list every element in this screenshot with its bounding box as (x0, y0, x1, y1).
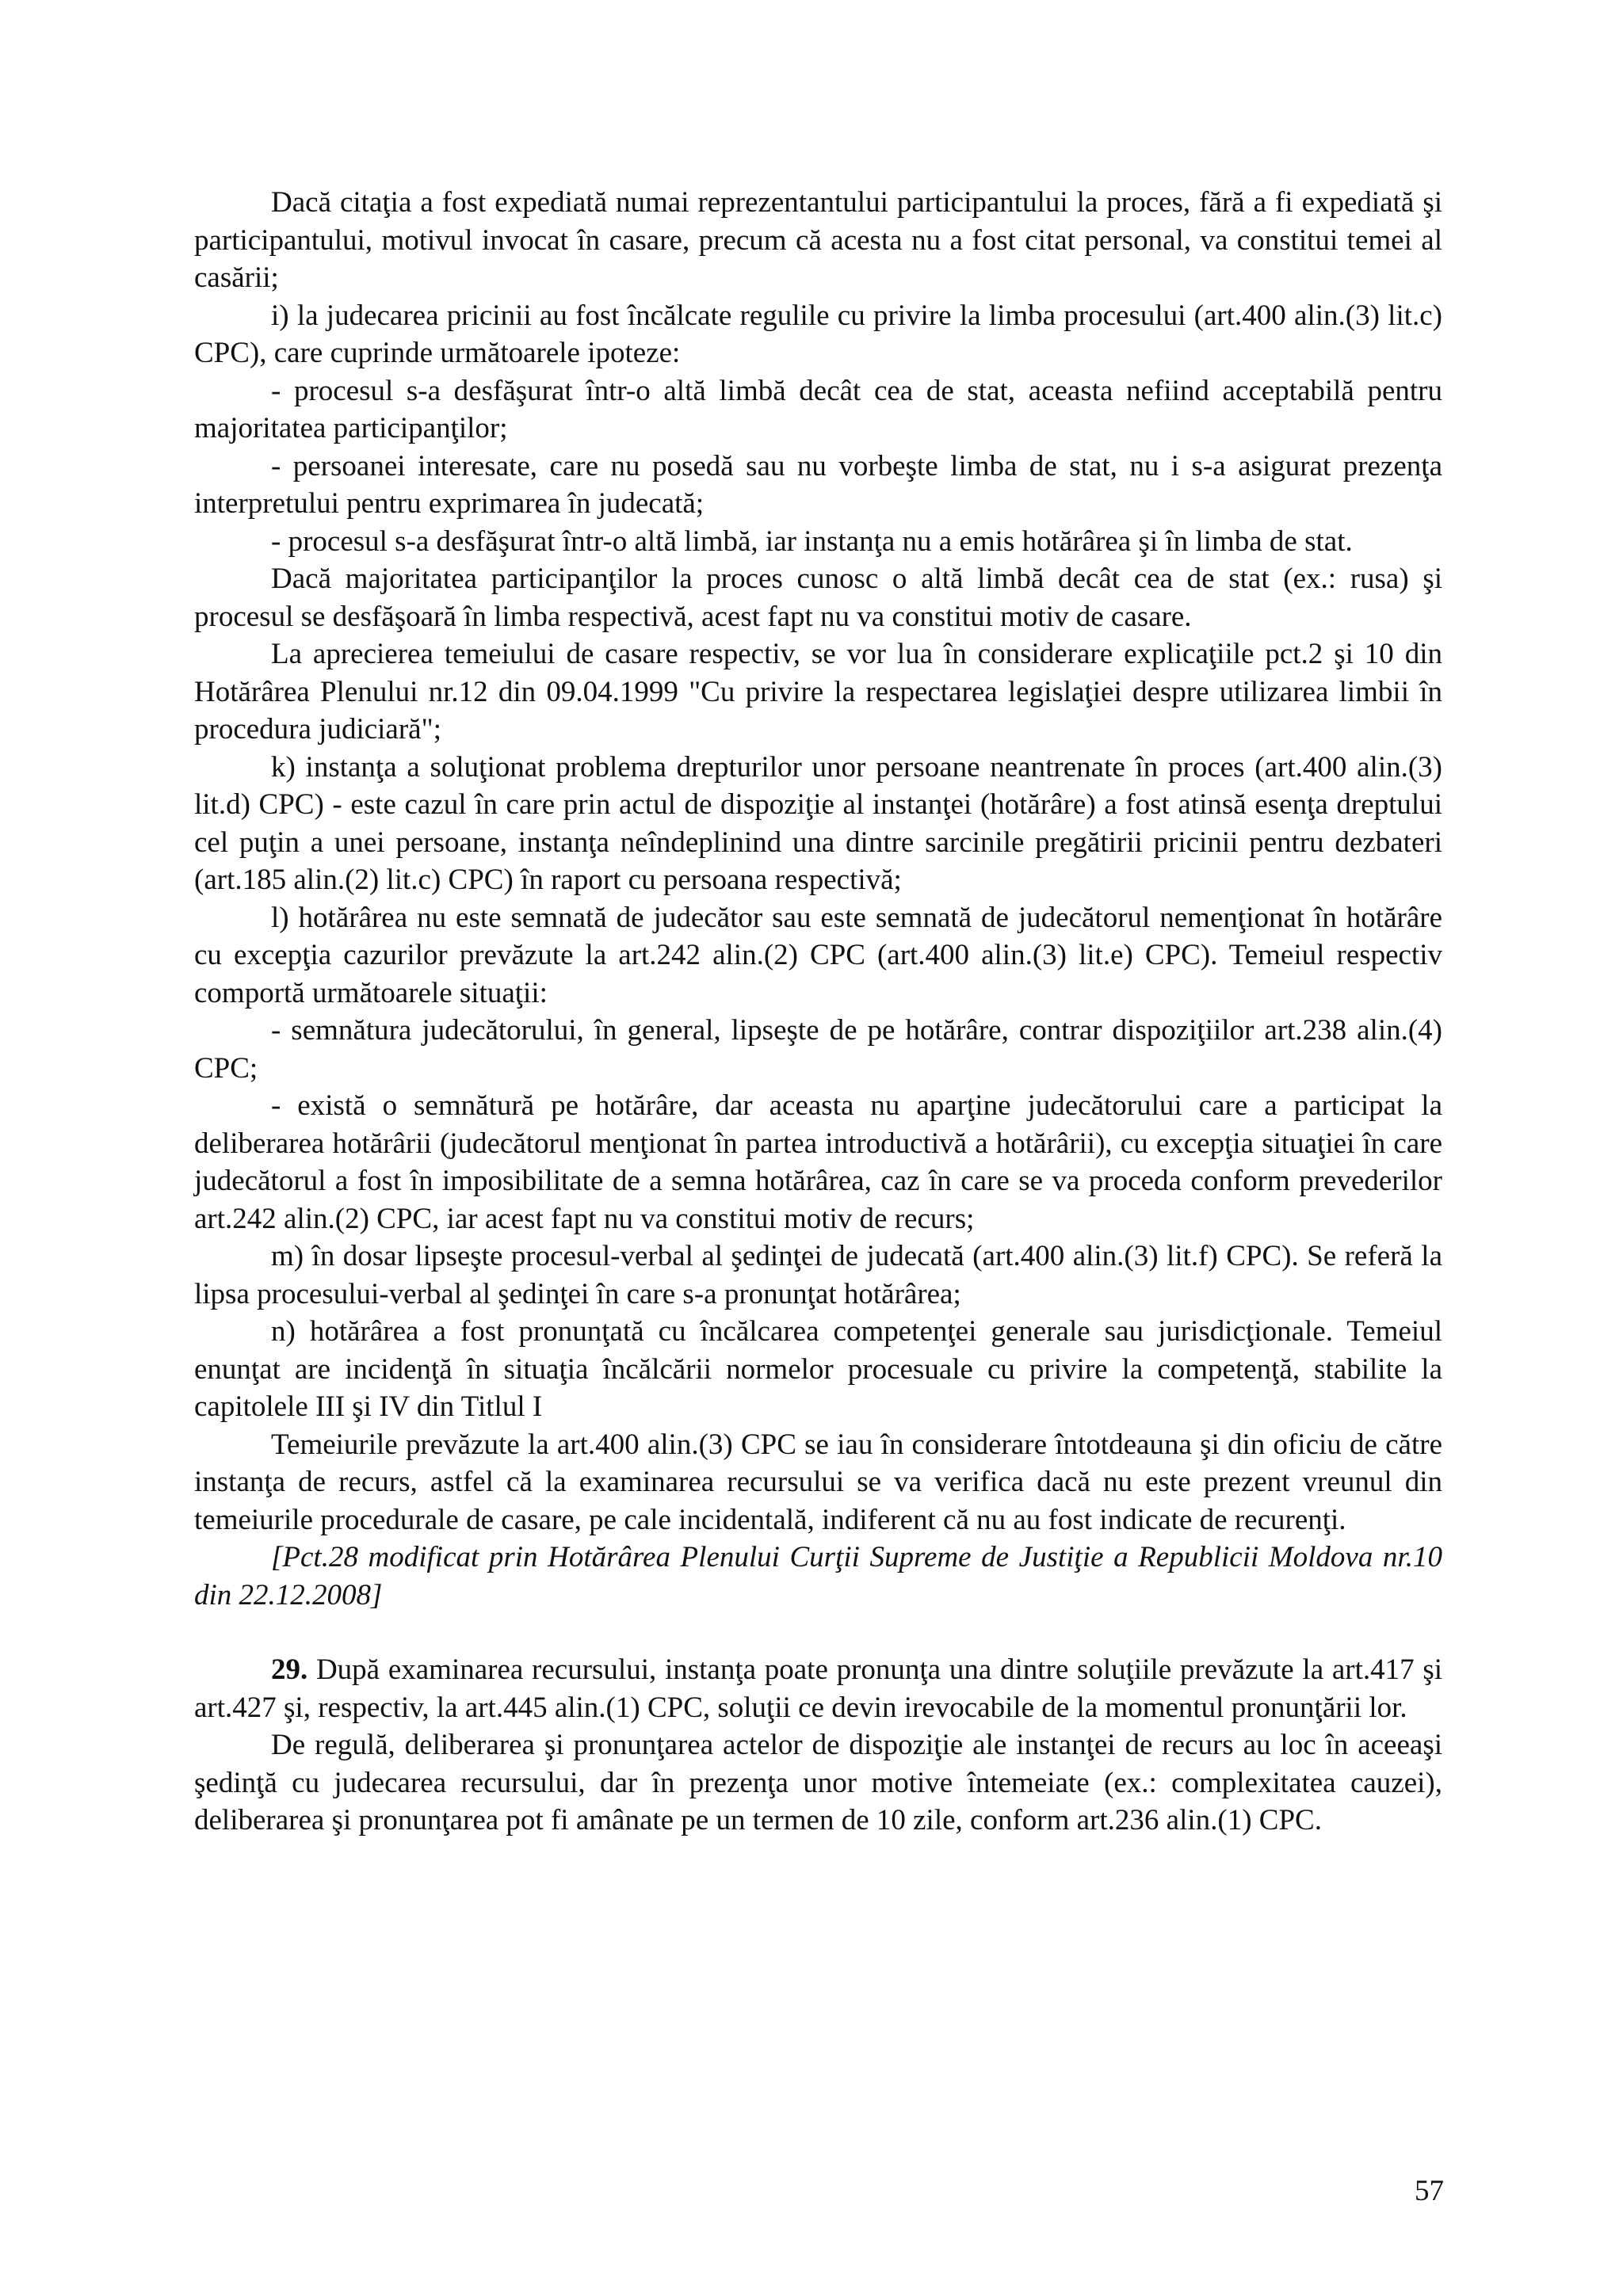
paragraph-language-hypothesis-3: - procesul s-a desfăşurat într-o altă limbă, iar instanţa nu a emis hotărârea şi în limba de stat. (271, 524, 1353, 558)
paragraph-citation-representative: Dacă citaţia a fost expediată numai reprezentantului participantului la proces, fără a fi expediată şi participantului, motivul invocat în casare, precum că acesta nu a fost citat personal, va constitui temei al casării; (194, 186, 1442, 294)
document-body (194, 184, 1442, 1840)
paragraph-point-l-signature: l) hotărârea nu este semnată de judecător sau este semnată de judecătorul nemenţionat în hotărâre cu excepţia cazurilor prevăzute la art.242 alin.(2) CPC (art.400 alin.(3) lit.e) CPC). Temeiul respectiv comportă următoarele situaţii: (194, 901, 1442, 1009)
paragraph-signature-other-judge: - există o semnătură pe hotărâre, dar aceasta nu aparţine judecătorului care a participat la deliberarea hotărârii (judecătorul menţionat în partea introductivă a hotărârii), cu excepţia situaţiei în care judecătorul a fost în imposibilitate de a semna hotărârea, caz în care se va proceda conform prevederilor art.242 alin.(2) CPC, iar acest fapt nu va constitui motiv de recurs; (194, 1089, 1442, 1235)
paragraph-language-hypothesis-2: - persoanei interesate, care nu posedă sau nu vorbeşte limba de stat, nu i s-a asigurat prezenţa interpretului pentru exprimarea în judecată; (194, 449, 1442, 520)
paragraph-point-m-minutes: m) în dosar lipseşte procesul-verbal al şedinţei de judecată (art.400 alin.(3) lit.f) CPC). Se referă la lipsa procesului-verbal al şedinţei în care s-a pronunţat hotărârea; (194, 1240, 1442, 1310)
page-number: 57 (1415, 2175, 1444, 2207)
paragraph-deliberation-rule: De regulă, deliberarea şi pronunţarea actelor de dispoziţie ale instanţei de recurs au loc în aceeaşi şedinţă cu judecarea recursului, dar în prezenţa unor motive întemeiate (ex.: complexitatea cauzei), deliberarea şi pronunţarea pot fi amânate pe un termen de 10 zile, conform art.236 alin.(1) CPC. (194, 1729, 1442, 1836)
paragraph-majority-language: Dacă majoritatea participanţilor la proces cunosc o altă limbă decât cea de stat (ex.: rusa) şi procesul se desfăşoară în limba respectivă, acest fapt nu va constitui motiv de casare. (194, 563, 1442, 633)
paragraph-plenum-explanations: La aprecierea temeiului de casare respectiv, se vor lua în considerare explicaţiile pct.2 şi 10 din Hotărârea Plenului nr.12 din 09.04.1999 "Cu privire la respectarea legislaţiei despre utilizarea limbii în procedura judiciară"; (194, 638, 1442, 746)
point-number: 29. (271, 1653, 308, 1686)
paragraph-point-n-competence: n) hotărârea a fost pronunţată cu încălcarea competenţei generale sau jurisdicţionale. Temeiul enunţat are incidenţă în situaţia încălcării normelor procesuale cu privire la competenţă, stabilite la capitolele III şi IV din Titlul I (194, 1315, 1442, 1423)
paragraph-amendment-note: [Pct.28 modificat prin Hotărârea Plenului Curţii Supreme de Justiţie a Republicii Moldova nr.10 din 22.12.2008] (194, 1541, 1442, 1611)
paragraph-point-29 (194, 1651, 1442, 1726)
paragraph-point-k-rights: k) instanţa a soluţionat problema drepturilor unor persoane neantrenate în proces (art.400 alin.(3) lit.d) CPC) - este cazul în care prin actul de dispoziţie al instanţei (hotărâre) a fost atinsă esenţa dreptului cel puţin a unei persoane, instanţa neîndeplinind una dintre sarcinile pregătirii pricinii pentru dezbateri (art.185 alin.(2) lit.c) CPC) în raport cu persoana respectivă; (194, 750, 1442, 896)
point-29-text: După examinarea recursului, instanţa poate pronunţa una dintre soluţiile prevăzute la art.417 şi art.427 şi, respectiv, la art.445 alin.(1) CPC, soluţii ce devin irevocabile de la momentul pronunţării lor. (194, 1653, 1442, 1724)
paragraph-language-hypothesis-1: - procesul s-a desfăşurat într-o altă limbă decât cea de stat, aceasta nefiind acceptabilă pentru majoritatea participanţilor; (194, 374, 1442, 444)
paragraph-point-i-language: i) la judecarea pricinii au fost încălcate regulile cu privire la limba procesului (art.400 alin.(3) lit.c) CPC), care cuprinde următoarele ipoteze: (194, 299, 1442, 369)
paragraph-grounds-ex-officio: Temeiurile prevăzute la art.400 alin.(3) CPC se iau în considerare întotdeauna şi din oficiu de către instanţa de recurs, astfel că la examinarea recursului se va verifica dacă nu este prezent vreunul din temeiurile procedurale de casare, pe cale incidentală, indiferent că nu au fost indicate de recurenţi. (194, 1428, 1442, 1536)
paragraph-signature-missing: - semnătura judecătorului, în general, lipseşte de pe hotărâre, contrar dispoziţiilor art.238 alin.(4) CPC; (194, 1014, 1442, 1085)
